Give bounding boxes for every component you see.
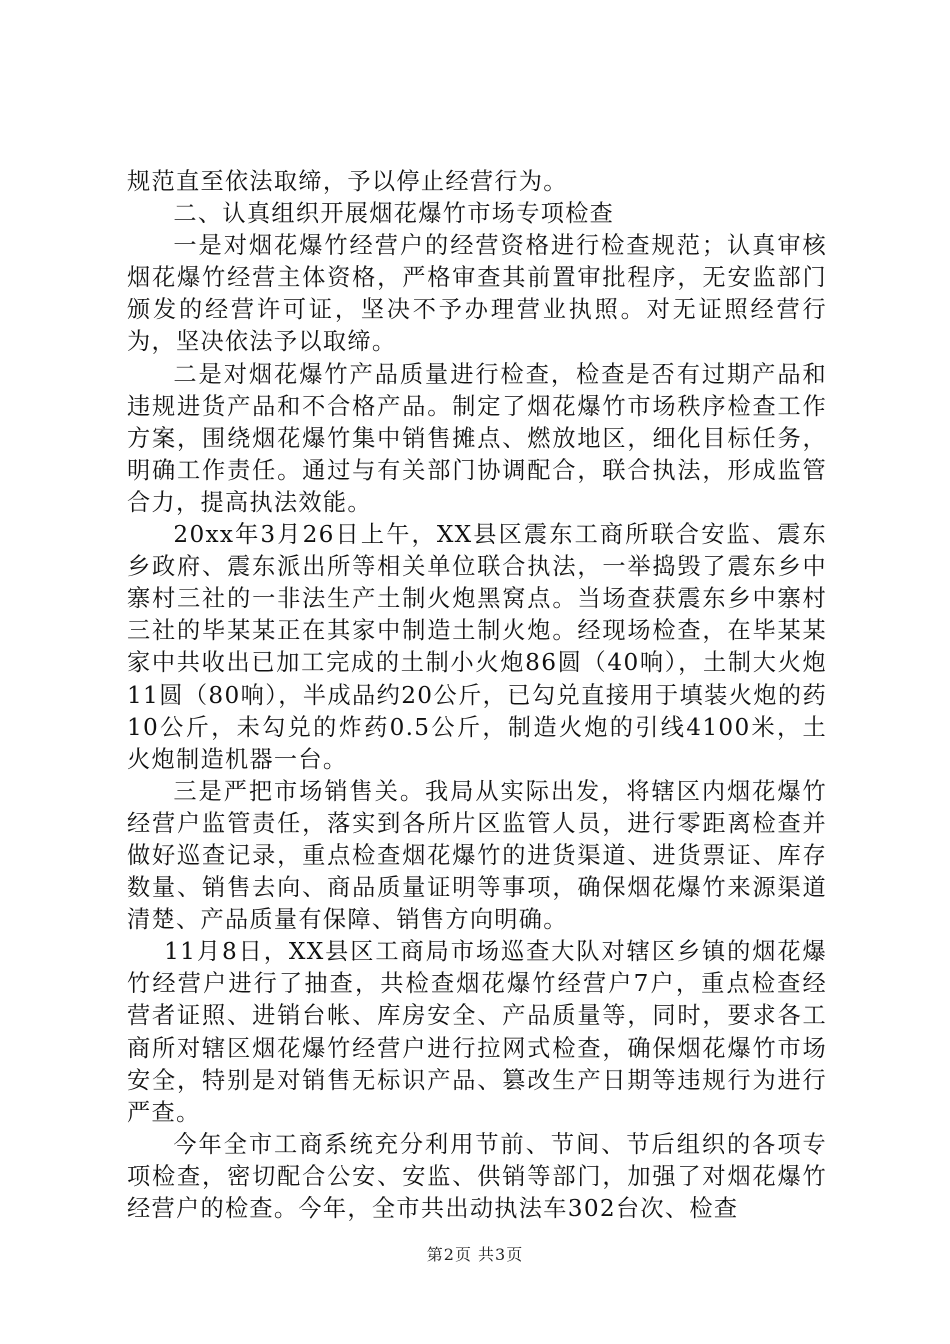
document-body: [127, 166, 827, 1225]
paragraph-quality-check: 二是对烟花爆竹产品质量进行检查，检查是否有过期产品和违规进货产品和不合格产品。制定了烟花爆竹市场秩序检查工作方案，围绕烟花爆竹集中销售摊点、燃放地区，细化目标任务，明确工作责任。通过与有关部门协调配合，联合执法，形成监管合力，提高执法效能。: [127, 360, 827, 516]
paragraph-case-report: 20xx年3月26日上午，XX县区震东工商所联合安监、震东乡政府、震东派出所等相关单位联合执法，一举捣毁了震东乡中寨村三社的一非法生产土制火炮黑窝点。当场查获震东乡中寨村三社的毕某某正在其家中制造土制火炮。经现场检查，在毕某某家中共收出已加工完成的土制小火炮86圆（40响），土制大火炮11圆（80响），半成品约20公斤，已勾兑直接用于填装火炮的药10公斤，未勾兑的炸药0.5公斤，制造火炮的引线4100米，土火炮制造机器一台。: [127, 521, 827, 773]
paragraph-city-summary: 今年全市工商系统充分利用节前、节间、节后组织的各项专项检查，密切配合公安、安监、供销等部门，加强了对烟花爆竹经营户的检查。今年，全市共出动执法车302台次、检查: [127, 1130, 827, 1222]
paragraph-qualification-check: 一是对烟花爆竹经营户的经营资格进行检查规范；认真审核烟花爆竹经营主体资格，严格审查其前置审批程序，无安监部门颁发的经营许可证，坚决不予办理营业执照。对无证照经营行为，坚决依法予以取缔。: [127, 232, 827, 356]
section-heading: 二、认真组织开展烟花爆竹市场专项检查: [173, 200, 615, 228]
page-number: 第2页 共3页: [426, 1245, 524, 1264]
paragraph-continuation: 规范直至依法取缔，予以停止经营行为。: [127, 168, 568, 195]
paragraph-spot-check: 11月8日，XX县区工商局市场巡查大队对辖区乡镇的烟花爆竹经营户进行了抽查，共检查烟花爆竹经营户7户，重点检查经营者证照、进销台帐、库房安全、产品质量等，同时，要求各工商所对辖区烟花爆竹经营户进行拉网式检查，确保烟花爆竹市场安全，特别是对销售无标识产品、篡改生产日期等违规行为进行严查。: [127, 938, 827, 1126]
paragraph-sales-control: 三是严把市场销售关。我局从实际出发，将辖区内烟花爆竹经营户监管责任，落实到各所片区监管人员，进行零距离检查并做好巡查记录，重点检查烟花爆竹的进货渠道、进货票证、库存数量、销售去向、商品质量证明等事项，确保烟花爆竹来源渠道清楚、产品质量有保障、销售方向明确。: [127, 777, 827, 934]
